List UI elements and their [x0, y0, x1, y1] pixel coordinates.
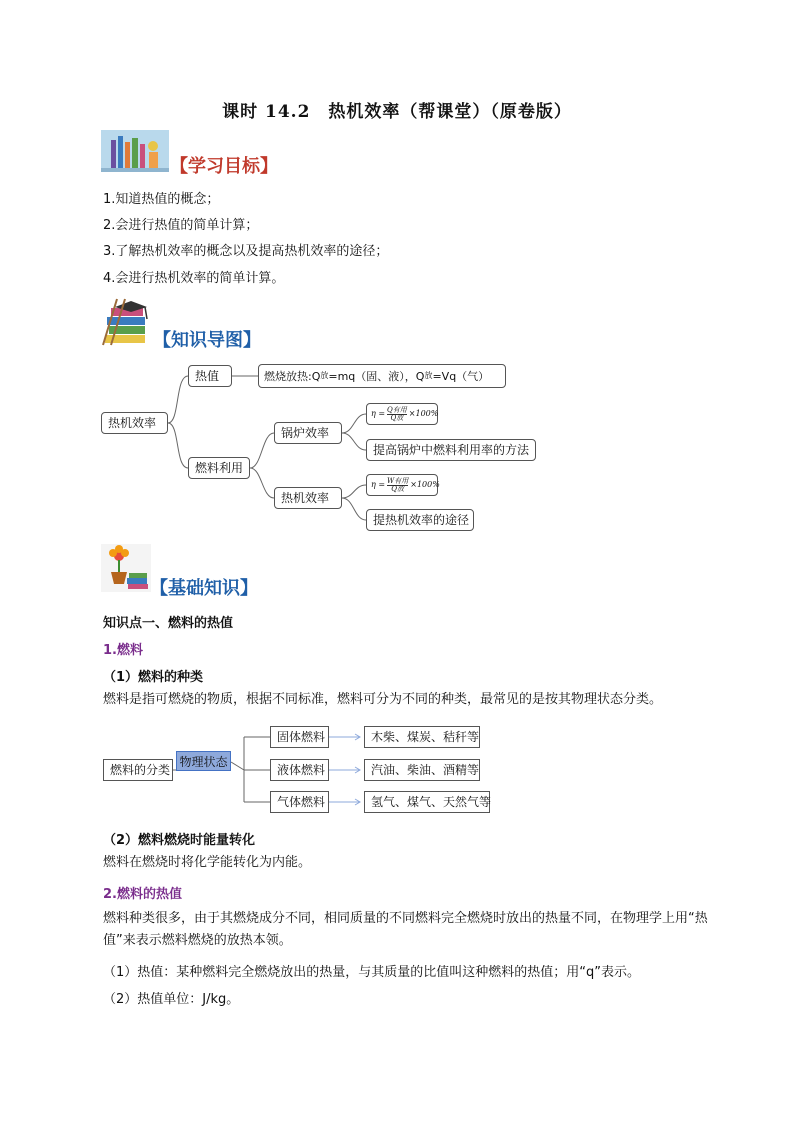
- subheading-fuel: 1.燃料: [103, 643, 143, 658]
- subheading-energy-conversion: （2）燃料燃烧时能量转化: [103, 833, 256, 848]
- classify-solid-examples: 木柴、煤炭、秸秆等: [364, 726, 480, 748]
- mindmap-heat-value-desc: 燃烧放热:Q 放 =mq（固、液），Q 放 =Vq（气）: [258, 364, 506, 388]
- objective-item: 1.知道热值的概念；: [103, 192, 220, 207]
- classify-gas: 气体燃料: [270, 791, 329, 813]
- definition-heat-unit: （2）热值单位：J/kg。: [103, 992, 240, 1007]
- classify-tag: 物理状态: [176, 751, 231, 771]
- mindmap-engine: 热机效率: [274, 487, 342, 509]
- basics-heading: 【基础知识】: [150, 578, 258, 599]
- subheading-heat-value: 2.燃料的热值: [103, 887, 182, 902]
- mindmap-heading: 【知识导图】: [153, 330, 261, 351]
- boiler-formula: η = Q有用 Q放 ×100%: [366, 403, 438, 425]
- paragraph-heat-value: 燃料种类很多，由于其燃烧成分不同，相同质量的不同燃料完全燃烧时放出的热量不同，在物理学上用“热值”来表示燃料燃烧的放热本领。: [103, 911, 708, 948]
- mindmap-root: 热机效率: [101, 412, 168, 434]
- mindmap-boiler: 锅炉效率: [274, 422, 342, 444]
- classify-liquid: 液体燃料: [270, 759, 329, 781]
- classify-gas-examples: 氢气、煤气、天然气等: [364, 791, 490, 813]
- paragraph-fuel-types: 燃料是指可燃烧的物质，根据不同标准，燃料可分为不同的种类，最常见的是按其物理状态分类。: [103, 692, 663, 707]
- subheading-fuel-types: （1）燃料的种类: [103, 670, 204, 685]
- definition-heat-value: （1）热值：某种燃料完全燃烧放出的热量，与其质量的比值叫这种燃料的热值；用“q”表示。: [103, 965, 640, 980]
- objective-item: 3.了解热机效率的概念以及提高热机效率的途径；: [103, 244, 389, 259]
- objective-item: 4.会进行热机效率的简单计算。: [103, 271, 285, 286]
- classify-liquid-examples: 汽油、柴油、酒精等: [364, 759, 480, 781]
- mindmap-fuel-use: 燃料利用: [188, 457, 250, 479]
- boiler-method: 提高锅炉中燃料利用率的方法: [366, 439, 536, 461]
- classify-solid: 固体燃料: [270, 726, 329, 748]
- page-title: 课时 14.2 热机效率（帮课堂）（原卷版）: [222, 102, 572, 122]
- knowledge-point-1: 知识点一、燃料的热值: [103, 616, 234, 631]
- classify-root: 燃料的分类: [103, 759, 173, 781]
- paragraph-energy-conversion: 燃料在燃烧时将化学能转化为内能。: [103, 855, 312, 870]
- engine-formula: η = W有用 Q放 ×100%: [366, 474, 438, 496]
- objectives-heading: 【学习目标】: [170, 156, 278, 177]
- objective-item: 2.会进行热值的简单计算；: [103, 218, 259, 233]
- mindmap-heat-value: 热值: [188, 365, 232, 387]
- engine-method: 提热机效率的途径: [366, 509, 474, 531]
